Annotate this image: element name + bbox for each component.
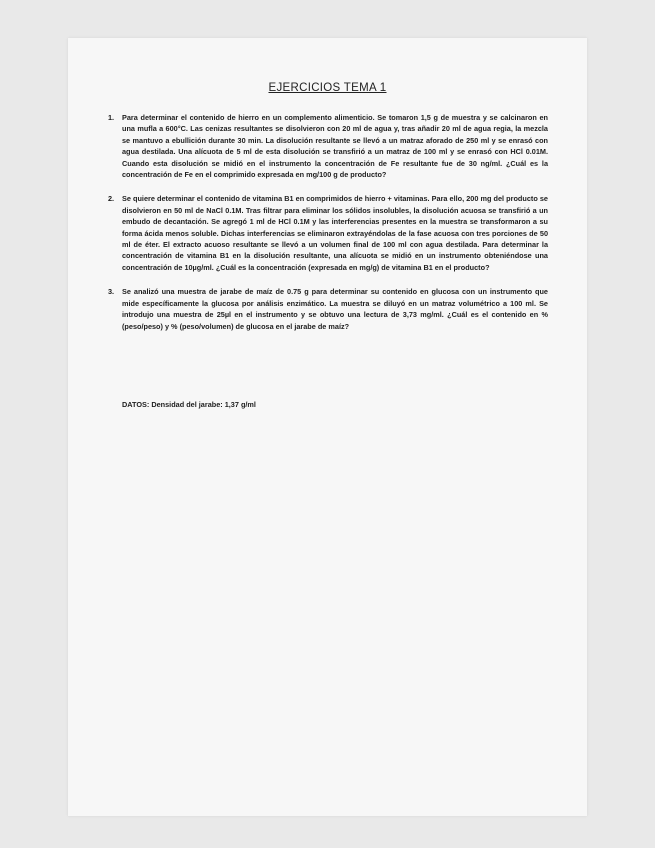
exercise-list: [108, 112, 548, 345]
exercise-number: 3.: [108, 287, 115, 297]
data-note: DATOS: Densidad del jarabe: 1,37 g/ml: [122, 400, 256, 409]
document-page: [68, 38, 587, 816]
exercise-number: 1.: [108, 113, 115, 122]
document-title: EJERCICIOS TEMA 1: [268, 82, 387, 94]
exercise-item: [108, 286, 548, 332]
exercise-text: Se quiere determinar el contenido de vitamina B1 en comprimidos de hierro + vitaminas. Para ello, 200 mg del producto se disolvieron en 50 ml de NaCl 0.1M. Tras filtrar para eliminar los sólidos insolubles, la disolución acuosa se transfirió a un embudo de decantación. Se agregó 1 ml de HCl 0.1M y las interferencias presentes en la muestra se transformaron a su forma ácida menos soluble. Dichas interferencias se eliminaron extrayéndolas de la fase acuosa con tres porciones de 50 ml de éter. El extracto acuoso resultante se llevó a un volumen final de 100 ml con agua destilada. Para determinar la concentración de vitamina B1 en la disolución resultante, una alícuota se midió en un instrumento obteniéndose una concentración de 10µg/ml. ¿Cuál es la concentración (expresada en mg/g) de vitamina B1 en el producto?: [122, 194, 548, 272]
exercise-text: Se analizó una muestra de jarabe de maíz de 0.75 g para determinar su contenido en glucosa con un instrumento que mide específicamente la glucosa por análisis enzimático. La muestra se diluyó en un matraz volumétrico a 100 ml. Se introdujo una muestra de 25µl en el instrumento y se obtuvo una lectura de 3,73 mg/ml. ¿Cuál es el contenido en % (peso/peso) y % (peso/volumen) de glucosa en el jarabe de maíz?: [122, 287, 548, 331]
exercise-item: [108, 193, 548, 273]
exercise-text: Para determinar el contenido de hierro en un complemento alimenticio. Se tomaron 1,5 g de muestra y se calcinaron en una mufla a 600°C. Las cenizas resultantes se disolvieron con 20 ml de agua y, tras añadir 20 ml de agua regia, la mezcla se mantuvo a ebullición durante 30 min. La disolución resultante se llevó a un matraz aforado de 250 ml y se enrasó con agua destilada. Una alícuota de 5 ml de esta disolución se transfirió a un matraz de 100 ml y se enrasó con HCl 0.01M. Cuando esta disolución se midió en el instrumento la concentración de Fe resultante fue de 30 ng/ml. ¿Cuál es la concentración de Fe en el comprimido expresada en mg/100 g de producto?: [122, 113, 548, 180]
exercise-number: 2.: [108, 194, 115, 204]
exercise-item: [108, 112, 548, 180]
